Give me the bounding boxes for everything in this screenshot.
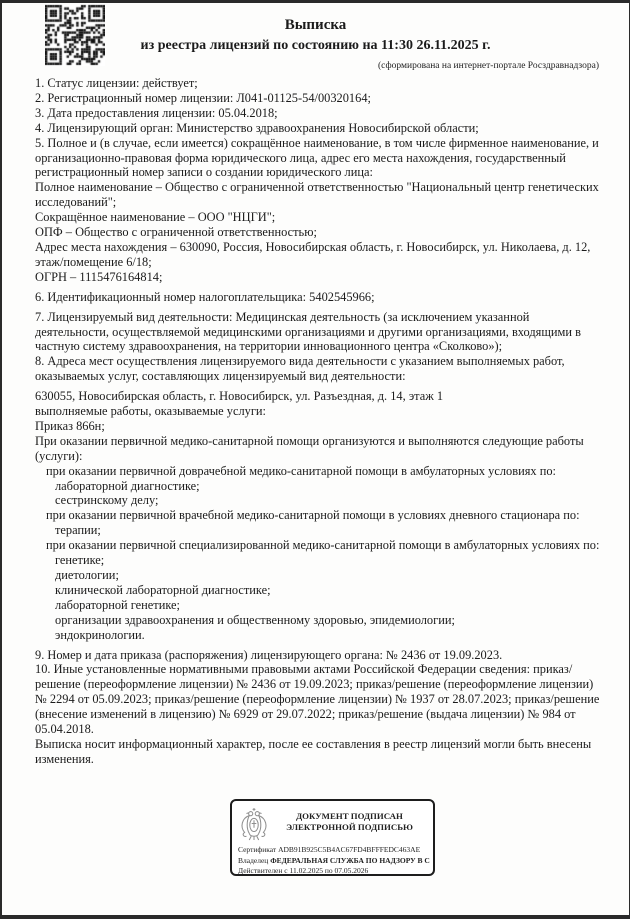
body-paragraph: эндокринологии. <box>55 627 145 642</box>
body-paragraph: Выписка носит информационный характер, после ее составления в реестр лицензий могли быть внесены изменения. <box>35 736 592 766</box>
body-paragraph: при оказании первичной специализированной медико-санитарной помощи в амбулаторных условиях по: <box>46 538 600 553</box>
roszdravnadzor-emblem-icon <box>238 806 270 842</box>
document-subtitle-date: из реестра лицензий по состоянию на 11:30 26.11.2025 г. <box>140 38 491 53</box>
body-paragraph: Адрес места нахождения – 630090, Россия, Новосибирская область, г. Новосибирск, ул. Николаева, д. 12, этаж/помещение 6/18; <box>35 239 591 269</box>
body-paragraph: 4. Лицензирующий орган: Министерство здравоохранения Новосибирской области; <box>35 120 479 135</box>
body-paragraph: организации здравоохранения и общественному здоровью, эпидемиологии; <box>55 612 455 627</box>
body-paragraph: ОПФ – Общество с ограниченной ответственностью; <box>35 225 317 240</box>
qr-code <box>45 4 105 66</box>
body-paragraph: при оказании первичной доврачебной медико-санитарной помощи в амбулаторных условиях по: <box>46 463 556 478</box>
document-body <box>35 76 601 767</box>
stamp-title <box>270 811 429 832</box>
document-title: Выписка <box>284 17 347 33</box>
portal-note: (сформирована на интернет-портале Росздравнадзора) <box>378 61 599 71</box>
body-paragraph: Сокращённое наименование – ООО "НЦГИ"; <box>35 210 276 225</box>
body-paragraph: 1. Статус лицензии: действует; <box>35 76 198 90</box>
body-paragraph: лабораторной генетике; <box>55 597 181 612</box>
body-paragraph: клинической лабораторной диагностике; <box>55 582 271 597</box>
body-paragraph: 3. Дата предоставления лицензии: 05.04.2018; <box>35 105 278 120</box>
body-paragraph: сестринскому делу; <box>55 493 159 508</box>
body-paragraph: Приказ 866н; <box>35 418 105 433</box>
body-paragraph: генетике; <box>55 553 105 568</box>
body-paragraph: 2. Регистрационный номер лицензии: Л041-01125-54/00320164; <box>35 90 371 105</box>
body-paragraph: При оказании первичной медико-санитарной помощи организуются и выполняются следующие работы (услуги): <box>35 433 584 463</box>
electronic-signature-stamp <box>230 799 435 876</box>
body-paragraph: 8. Адреса мест осуществления лицензируемого вида деятельности с указанием выполняемых работ, оказываемых услуг, составляющих лицензируемый вид деятельности: <box>35 354 565 384</box>
body-paragraph: 5. Полное и (в случае, если имеется) сокращённое наименование, в том числе фирменное наименование, и организационно-правовая форма юридического лица, адрес его места нахождения, государственный регистрационный номер записи о создании юридического лица: <box>35 135 599 180</box>
body-paragraph: диетологии; <box>55 568 119 582</box>
body-paragraph: 7. Лицензируемый вид деятельности: Медицинская деятельность (за исключением указанной деятельности, осуществляемой медицинскими организациями и другими организациями, входящими в частную систему здравоохранения, на территории инновационного центра «Сколково»); <box>35 309 581 354</box>
body-paragraph: 6. Идентификационный номер налогоплательщика: 5402545966; <box>35 289 375 304</box>
body-paragraph: терапии; <box>55 523 101 538</box>
body-paragraph: выполняемые работы, оказываемые услуги: <box>35 404 267 419</box>
validity-line: Действителен с 11.02.2025 по 07.05.2026 <box>238 866 369 875</box>
stamp-title-line1: ДОКУМЕНТ ПОДПИСАН <box>296 811 403 821</box>
body-paragraph: 10. Иные установленные нормативными правовыми актами Российской Федерации сведения: приказ/решение (переоформление лицензии) № 2436 от 19.09.2023; приказ/решение (переоформление лицензии) № 2294 от 05.09.2023; приказ/решение (переоформление лицензии) № 1937 от 28.07.2023; приказ/решение (внесение изменений в лицензию) № 6929 от 29.07.2022; приказ/решение (выдача лицензии) № 984 от 05.04.2018. <box>35 662 600 737</box>
owner-line: Владелец ФЕДЕРАЛЬНАЯ СЛУЖБА ПО НАДЗОРУ В С <box>238 855 430 865</box>
stamp-header <box>232 801 433 842</box>
body-paragraph: ОГРН – 1115476164814; <box>35 269 163 284</box>
body-paragraph: 630055, Новосибирская область, г. Новосибирск, ул. Разъездная, д. 14, этаж 1 <box>35 389 444 404</box>
body-paragraph: лабораторной диагностике; <box>55 478 200 493</box>
body-paragraph: 9. Номер и дата приказа (распоряжения) лицензирующего органа: № 2436 от 19.09.2023. <box>35 647 503 662</box>
body-paragraph: при оказании первичной врачебной медико-санитарной помощи в условиях дневного стационара по: <box>46 508 580 523</box>
body-paragraph: Полное наименование – Общество с ограниченной ответственностью "Национальный центр генетических исследований"; <box>35 180 599 210</box>
stamp-details <box>232 842 433 877</box>
stamp-title-line2: ЭЛЕКТРОННОЙ ПОДПИСЬЮ <box>286 821 413 832</box>
certificate-line: Сертификат ADB91B925C5B4AC67FD4BFFFEDC463AE <box>238 845 421 854</box>
